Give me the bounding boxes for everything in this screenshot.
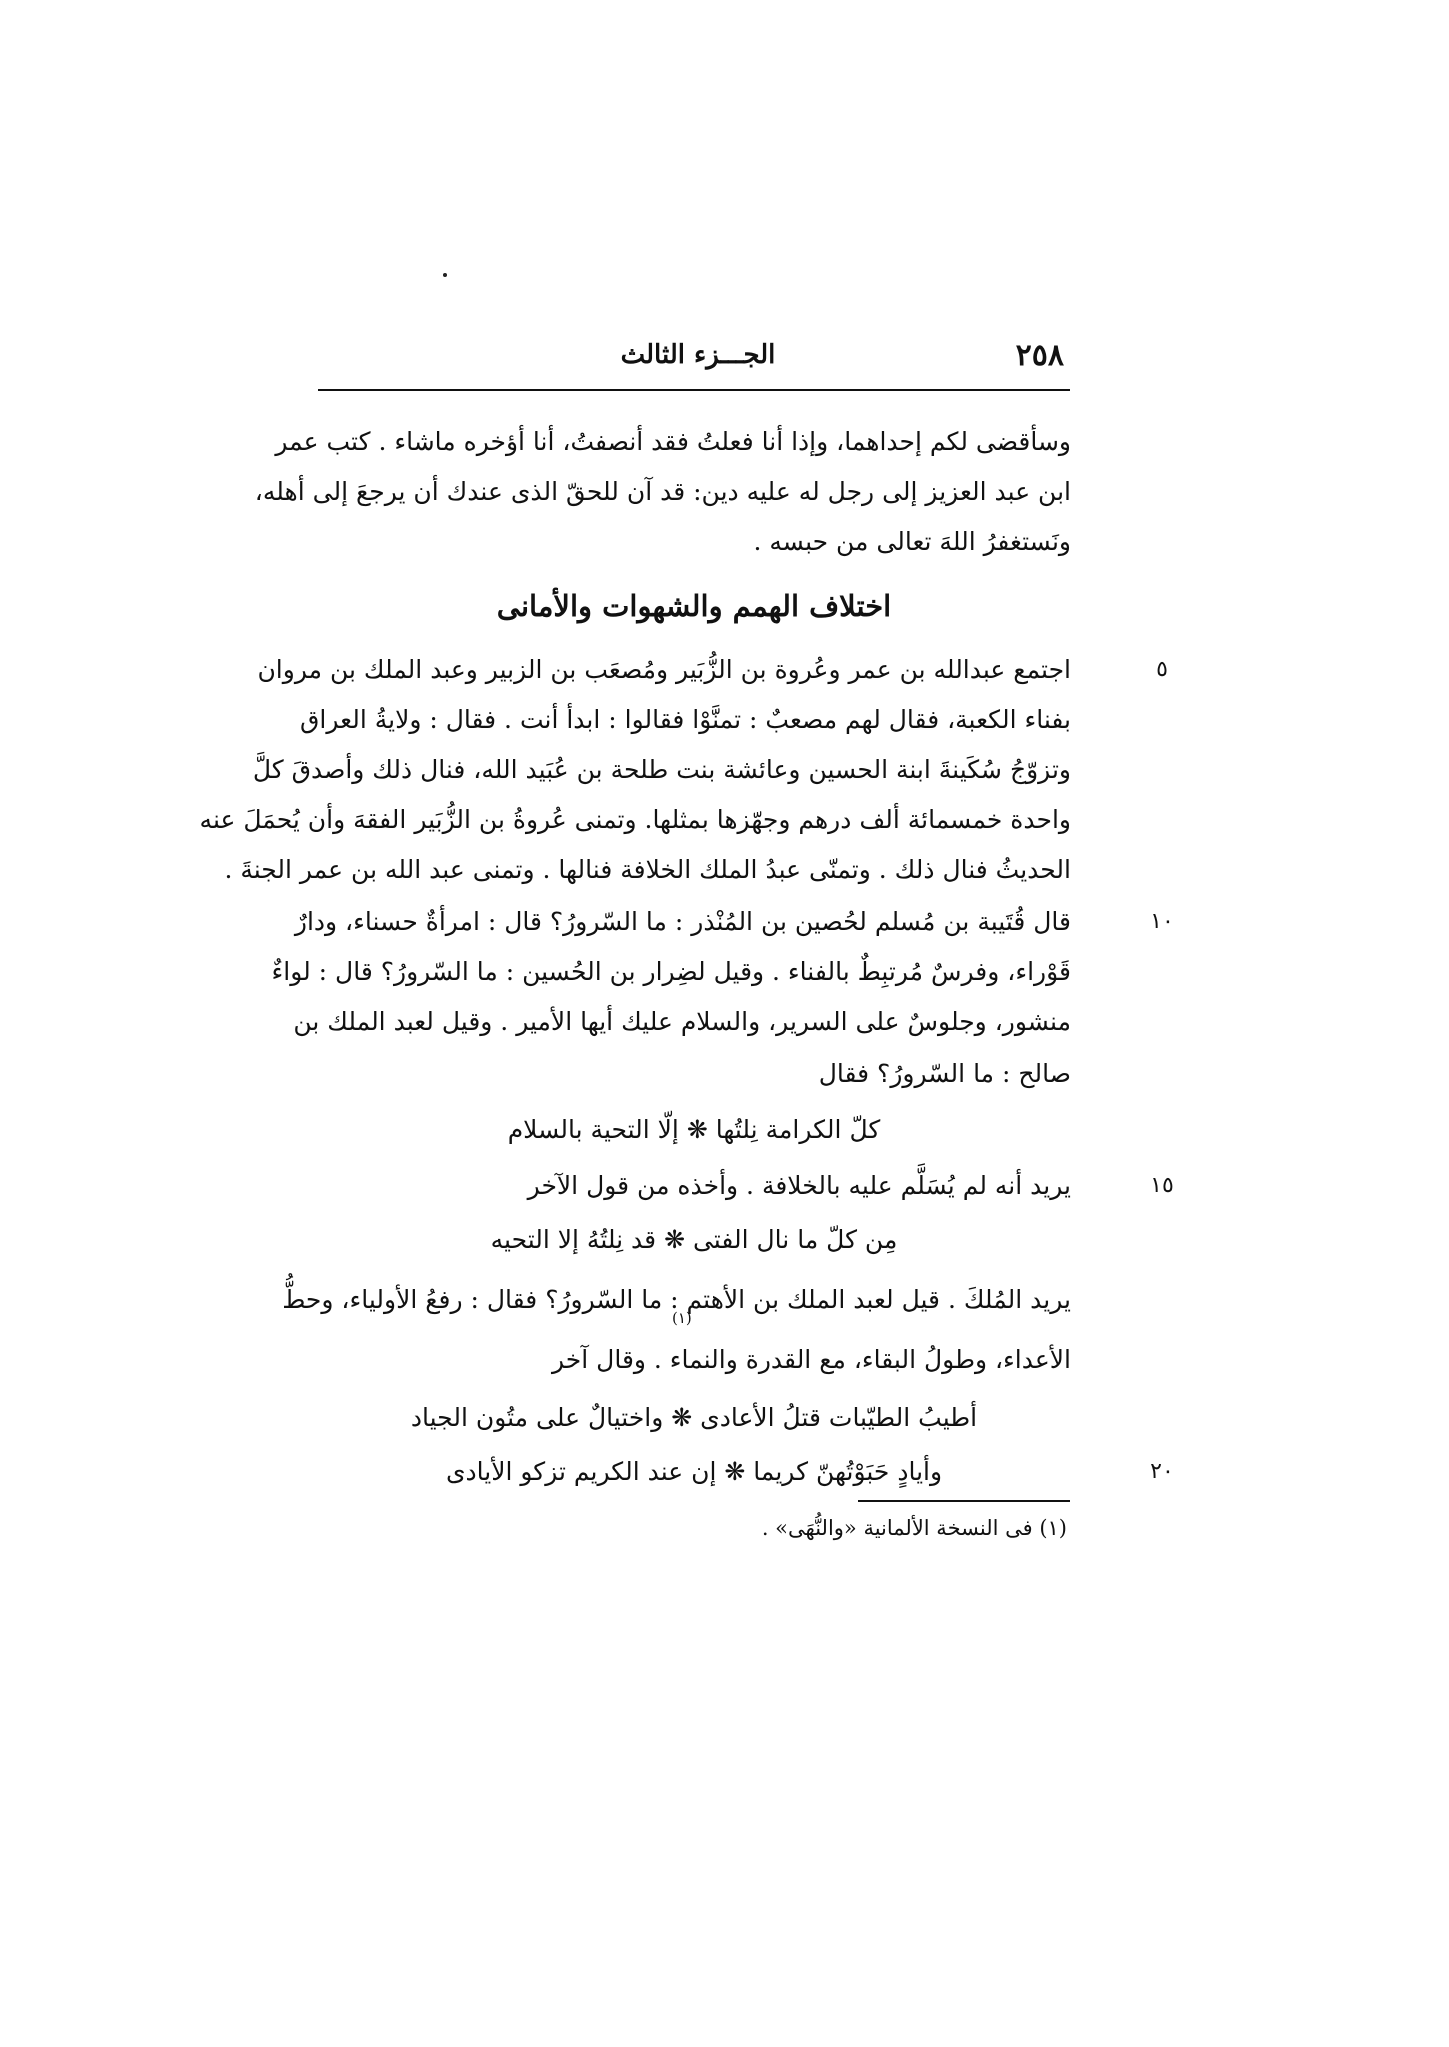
text-line: يريد أنه لم يُسَلَّم عليه بالخلافة . وأخذه من قول الآخر <box>527 1171 1071 1200</box>
line-number-20: ٢٠ <box>1150 1459 1174 1484</box>
text-line: ونَستغفرُ اللهَ تعالى من حبسه . <box>753 527 1071 556</box>
line-number-15: ١٥ <box>1150 1173 1174 1198</box>
text-line: الأعداء، وطولُ البقاء، مع القدرة والنماء . وقال آخر <box>552 1345 1071 1374</box>
footnote-rule <box>858 1500 1070 1502</box>
line-number-5: ٥ <box>1156 657 1168 682</box>
text-line: يريد المُلكَ . قيل لعبد الملك بن الأهتم : ما السّرورُ؟ فقال : رفعُ الأولياء، وحطُّ <box>282 1285 1071 1314</box>
text-line: ابن عبد العزيز إلى رجل له عليه دين: قد آن للحقّ الذى عندك أن يرجعَ إلى أهله، <box>254 477 1071 506</box>
text-line: واحدة خمسمائة ألف درهم وجهّزها بمثلها. وتمنى عُروةُ بن الزُّبَير الفقهَ وأن يُحمَلَ عنه <box>199 805 1071 834</box>
text-line: وتزوّجُ سُكَينةَ ابنة الحسين وعائشة بنت طلحة بن عُبَيد الله، فنال ذلك وأصدقَ كلَّ <box>252 755 1071 784</box>
text-line: الحديثُ فنال ذلك . وتمنّى عبدُ الملك الخلافة فنالها . وتمنى عبد الله بن عمر الجنةَ . <box>224 855 1071 884</box>
text-line: قَوْراء، وفرسٌ مُرتبِطٌ بالفناء . وقيل لضِرار بن الحُسين : ما السّرورُ؟ قال : لواءٌ <box>271 957 1071 986</box>
running-title: الجـــزء الثالث <box>620 340 776 370</box>
footnote-marker: (١) <box>672 1309 692 1327</box>
page-header <box>318 338 1070 388</box>
text-line: اجتمع عبدالله بن عمر وعُروة بن الزُّبَير ومُصعَب بن الزبير وعبد الملك بن مروان <box>257 655 1071 684</box>
text-line: بفناء الكعبة، فقال لهم مصعبٌ : تمنَّوْا فقالوا : ابدأ أنت . فقال : ولايةُ العراق <box>300 705 1071 734</box>
text-line: صالح : ما السّرورُ؟ فقال <box>818 1059 1071 1088</box>
verse-line: وأيادٍ حَبَوْتُهنّ كريما ❋ إن عند الكريم تزكو الأيادى <box>445 1457 943 1486</box>
text-line: وسأقضى لكم إحداهما، وإذا أنا فعلتُ فقد أنصفتُ، أنا أؤخره ماشاء . كتب عمر <box>275 427 1071 456</box>
verse-line: مِن كلّ ما نال الفتى ❋ قد نِلتُهُ إلا التحيه <box>490 1225 898 1254</box>
section-heading: اختلاف الهمم والشهوات والأمانى <box>496 589 892 623</box>
page-number: ٢٥٨ <box>1015 338 1064 373</box>
verse-line: أطيبُ الطيّبات قتلُ الأعادى ❋ واختيالٌ على متُون الجياد <box>410 1403 978 1432</box>
verse-line: كلّ الكرامة نِلتُها ❋ إلّا التحية بالسلام <box>507 1115 881 1144</box>
footnote: (١) فى النسخة الألمانية «والنُّهَى» . <box>761 1516 1067 1540</box>
ink-speck <box>443 273 447 277</box>
text-line: منشور، وجلوسٌ على السرير، والسلام عليك أيها الأمير . وقيل لعبد الملك بن <box>293 1007 1071 1036</box>
text-line: قال قُتَيبة بن مُسلم لحُصين بن المُنْذر : ما السّرورُ؟ قال : امرأةٌ حسناء، ودارٌ <box>294 907 1071 936</box>
line-number-10: ١٠ <box>1150 909 1174 934</box>
header-rule <box>318 389 1070 391</box>
